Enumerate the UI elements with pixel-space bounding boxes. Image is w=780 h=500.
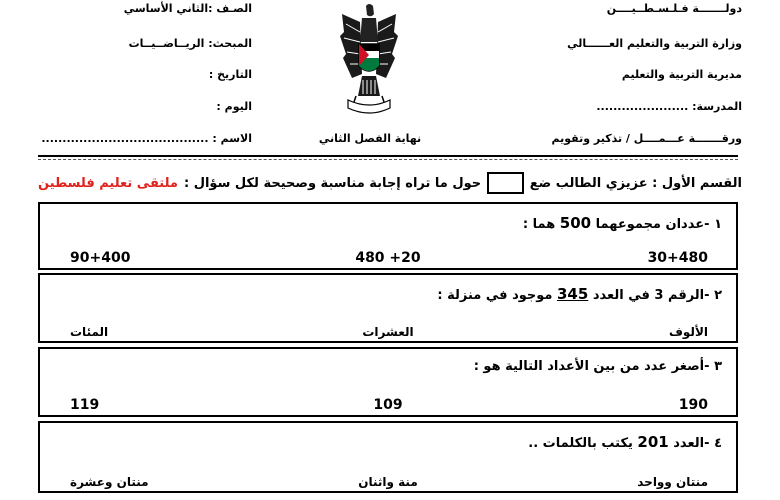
question-text-after: هما : bbox=[522, 217, 556, 232]
question-card-2 bbox=[38, 273, 738, 343]
question-text bbox=[437, 285, 722, 303]
question-text-before: -عددان مجموعهما bbox=[595, 217, 710, 232]
option-a[interactable]: 190 bbox=[678, 397, 708, 413]
header-term: نهاية الفصل الثاني bbox=[318, 132, 422, 145]
header-directorate: مديرية التربية والتعليم bbox=[621, 68, 742, 81]
question-number: ٢ bbox=[714, 288, 722, 303]
header-ministry: وزارة التربية والتعليم العــــــالي bbox=[567, 37, 742, 50]
question-text-after: موجود في منزلة : bbox=[437, 288, 553, 303]
header-name: الاسم : ........................................ bbox=[41, 132, 252, 145]
question-text-before: -الرقم 3 في العدد bbox=[592, 288, 710, 303]
option-b[interactable]: العشرات bbox=[362, 325, 414, 339]
palestine-eagle-emblem-icon bbox=[338, 2, 400, 120]
section-text-after: حول ما تراه إجابة مناسبة وصحيحة لكل سؤال : bbox=[183, 175, 482, 191]
option-c[interactable]: 90+400 bbox=[70, 250, 131, 266]
answer-box-icon bbox=[487, 172, 524, 194]
header-worksheet: ورقـــــــة عـــمــــل / تذكير وتقويم bbox=[551, 132, 742, 145]
question-text-before: -أصغر عدد من بين الأعداد التالية هو : bbox=[473, 359, 710, 374]
header-day: اليوم : bbox=[216, 100, 252, 113]
header-date: التاريخ : bbox=[208, 68, 252, 81]
option-a[interactable]: الألوف bbox=[668, 325, 708, 339]
question-card-4 bbox=[38, 421, 738, 493]
brand-text: ملتقى تعليم فلسطين bbox=[38, 175, 178, 191]
section-text-before: القسم الأول : عزيزي الطالب ضع bbox=[529, 175, 742, 191]
question-number: ٤ bbox=[714, 436, 722, 451]
option-c[interactable]: المئات bbox=[70, 325, 109, 339]
header-school: المدرسة: ...................... bbox=[596, 100, 742, 113]
question-card-3 bbox=[38, 347, 738, 417]
header-country: دولـــــــة فـلـسـطــيــــن bbox=[606, 2, 742, 15]
option-a[interactable]: منتان وواحد bbox=[637, 475, 708, 489]
option-b[interactable]: 109 bbox=[373, 397, 403, 413]
question-value: 345 bbox=[557, 285, 589, 303]
question-text bbox=[523, 214, 722, 232]
question-text-after: يكتب بالكلمات .. bbox=[528, 436, 633, 451]
header-separator bbox=[38, 155, 738, 157]
header-separator-dashed bbox=[38, 159, 738, 160]
option-a[interactable]: 30+480 bbox=[647, 250, 708, 266]
question-value: 500 bbox=[559, 214, 592, 232]
option-b[interactable]: منة واثنان bbox=[358, 475, 418, 489]
question-text bbox=[528, 433, 722, 451]
question-text-before: -العدد bbox=[673, 436, 710, 451]
header-subject: المبحث: الريــاضــيــات bbox=[128, 37, 252, 50]
question-value: 201 bbox=[637, 433, 669, 451]
option-c[interactable]: منتان وعشرة bbox=[70, 475, 149, 489]
question-text bbox=[474, 359, 722, 374]
question-card-1 bbox=[38, 202, 738, 270]
header-grade: الصـف :الثاني الأساسي bbox=[123, 2, 252, 15]
option-b[interactable]: 20+ 480 bbox=[355, 250, 421, 266]
question-number: ١ bbox=[714, 217, 722, 232]
question-number: ٣ bbox=[714, 359, 722, 374]
section-instruction bbox=[38, 170, 742, 196]
option-c[interactable]: 119 bbox=[70, 397, 100, 413]
